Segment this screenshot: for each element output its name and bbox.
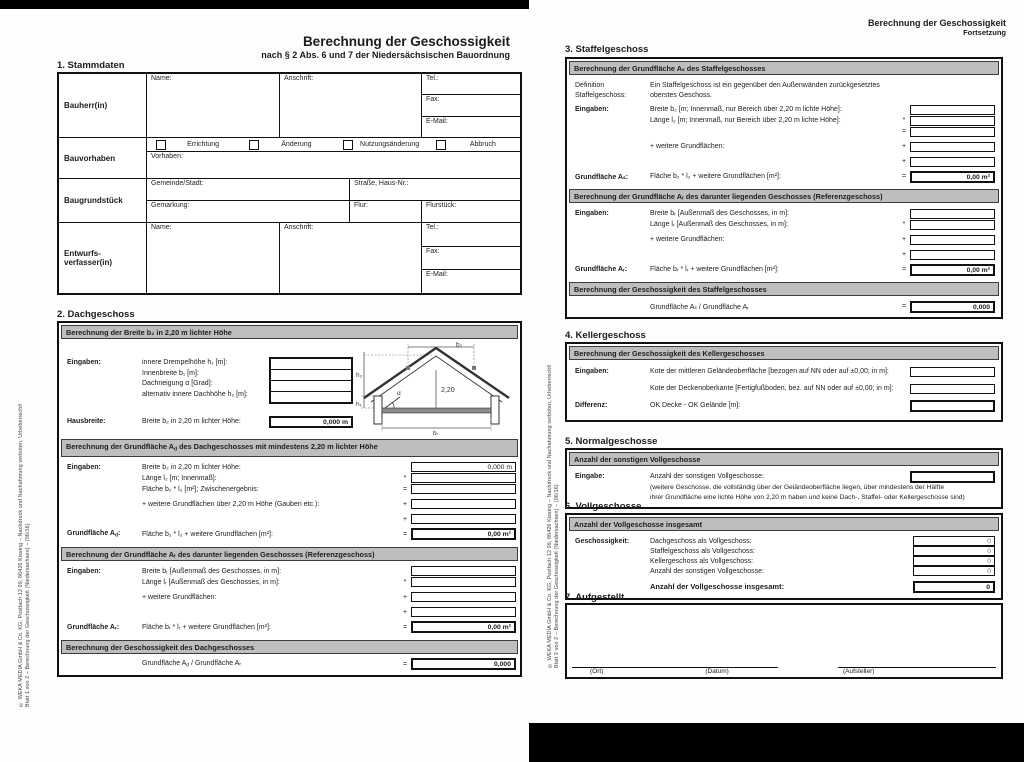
op-plus: + [402, 500, 408, 508]
ad-label-sub: d [114, 532, 119, 539]
calc-row [575, 115, 999, 126]
op-plus: + [402, 593, 408, 601]
bar-anzahl-vollgeschosse: Anzahl der Vollgeschosse insgesamt [569, 517, 999, 531]
field-weitere-1[interactable] [411, 592, 516, 602]
vollgeschosse-box [565, 513, 1003, 600]
page-2 [529, 0, 1024, 723]
dach-ar-rows [59, 563, 520, 638]
op-equals: = [901, 266, 907, 273]
row-desc: + weitere Grundflächen: [650, 236, 725, 243]
field-weitere-1[interactable] [411, 499, 516, 509]
bar-sonstige-vollgeschosse: Anzahl der sonstigen Vollgeschosse [569, 452, 999, 466]
page2-header [868, 18, 1006, 37]
note-row [575, 482, 999, 492]
geschossigkeit-label: Geschossigkeit: [575, 537, 630, 545]
bar-geschossigkeit-keller: Berechnung der Geschossigkeit des Kellergeschosses [569, 346, 999, 360]
section-4-heading: 4. Kellergeschoss [565, 330, 646, 341]
section-5-heading: 5. Normalgeschosse [565, 436, 658, 447]
baugrundstueck-column [147, 179, 520, 222]
entwurfsverfasser-label-line2: verfasser(in) [64, 258, 113, 267]
hausbreite-result-field[interactable]: 0,000 m [269, 416, 353, 428]
bar-ad-sub: d [173, 446, 178, 453]
result-vollgeschosse-total[interactable]: 0 [913, 581, 995, 593]
bauherr-email-field[interactable] [422, 117, 520, 137]
result-row [67, 529, 518, 540]
calc-row [575, 566, 999, 576]
field-weitere-2[interactable] [910, 250, 995, 260]
quotient-sub: d [186, 662, 190, 669]
aufsteller-label: (Aufsteller) [843, 668, 875, 675]
form-title: Berechnung der Geschossigkeit [302, 34, 510, 49]
quotient-pre: Grundfläche A [142, 659, 187, 667]
calc-row [575, 104, 999, 115]
row-desc: Fläche bᵣ * lᵣ + weitere Grundflächen [m²]: [650, 266, 779, 273]
hausbreite-row [67, 416, 516, 427]
eingaben-label: Eingaben: [67, 567, 101, 575]
bauherr-anschrift-field[interactable] [280, 74, 422, 137]
calc-row [67, 514, 518, 525]
bauherr-name-field[interactable] [147, 74, 280, 137]
dach-ad-rows [59, 459, 520, 545]
kellergeschoss-box [565, 342, 1003, 422]
row-entwurfsverfasser [59, 223, 520, 293]
grundflaeche-ad-label [67, 530, 142, 539]
title-block [57, 34, 510, 61]
staffel-as-rows [567, 77, 1001, 187]
row-desc: Anzahl der sonstigen Vollgeschosse: [650, 567, 765, 575]
row-desc: Breite b₂ in 2,20 m lichter Höhe: [142, 463, 241, 471]
row-desc: Kellergeschoss als Vollgeschoss: [650, 557, 754, 565]
row-desc: + weitere Grundflächen über 2,20 m Höhe (Gauben etc.): [142, 500, 320, 508]
row-desc: Fläche bᵣ * lᵣ + weitere Grundflächen [m²]: [142, 623, 271, 631]
checkbox-abbruch[interactable] [436, 140, 446, 150]
diagram-label-220: 2,20 [441, 387, 455, 394]
section-1-heading: 1. Stammdaten [57, 60, 125, 71]
dach-quotient-row [59, 656, 520, 675]
page2-title: Berechnung der Geschossigkeit [867, 18, 1006, 28]
result-grundflaeche-ad[interactable]: 0,00 m² [411, 528, 516, 540]
calc-row [67, 592, 518, 603]
row-desc: Breite bᵣ [Außenmaß des Geschosses, in m]: [142, 567, 282, 575]
bar-grundflaeche-ar: Berechnung der Grundfläche Aᵣ des darunter liegenden Geschosses (Referenzgeschoss) [569, 189, 999, 203]
aufgestellt-box [565, 603, 1003, 679]
copyright-line: © WEKA MEDIA GmbH & Co. KG, Postfach 12 09, 86426 Kissing – Nachdruck und Nachahmung verboten, Urheberrecht! [18, 403, 24, 707]
note-line-2: ihrer Grundfläche eine lichte Höhe von 2,20 m haben und keine Dach-, Staffel- oder Kellergeschosse sind) [650, 493, 965, 501]
bar-grundflaeche-ad [61, 439, 518, 457]
section-6-heading: 6. Vollgeschosse [565, 501, 642, 512]
diagram-label-h2: h₂ [356, 372, 363, 379]
hausbreite-label: Hausbreite: [67, 418, 106, 425]
quotient-desc: Grundfläche Aₛ / Grundfläche Aᵣ [650, 303, 749, 311]
diagram-label-h1: h₁ [356, 401, 362, 408]
flurstueck-label: Flurstück: [426, 202, 457, 209]
gemeinde-label: Gemeinde/Stadt: [151, 180, 204, 187]
datum-label: (Datum) [705, 668, 729, 675]
calc-row [575, 219, 999, 230]
row-desc: Länge lᵣ [Außenmaß des Geschosses, in m]: [650, 221, 788, 228]
gemarkung-field[interactable] [147, 201, 350, 222]
row-desc: OK Decke - OK Gelände [m]: [650, 402, 741, 409]
bar-ad-pre: Berechnung der Grundfläche A [66, 442, 174, 451]
signature-space[interactable] [572, 605, 996, 667]
calc-row [575, 556, 999, 566]
field-weitere-2[interactable] [411, 607, 516, 617]
entwurf-tel-field[interactable] [422, 223, 520, 247]
entwurfsverfasser-label [59, 223, 147, 293]
field-breite-b2[interactable] [910, 105, 995, 115]
calc-row [575, 249, 999, 260]
fax-label: Fax: [426, 96, 440, 104]
eingaben-label: Eingaben: [575, 368, 609, 375]
row-bauvorhaben [59, 138, 520, 179]
signature-labels-row [572, 668, 778, 675]
field-sonstige-vollgeschosse[interactable]: 0 [913, 566, 995, 576]
grundflaeche-as-label: Grundfläche Aₛ: [575, 173, 628, 181]
calc-row [67, 577, 518, 588]
diagram-label-alpha: α [397, 390, 401, 397]
section-3-heading: 3. Staffelgeschoss [565, 44, 649, 55]
op-equals: = [901, 303, 907, 310]
calc-row [575, 126, 999, 137]
calc-row [67, 484, 518, 495]
page2-margin-imprint [547, 308, 561, 668]
field-kote-gelaende[interactable] [910, 367, 995, 377]
signature-labels-row [838, 668, 996, 675]
dach-eingaben-area [59, 341, 520, 437]
result-geschossigkeit-dach[interactable]: 0,000 [411, 658, 516, 670]
definition-text-2: oberstes Geschoss. [650, 91, 712, 99]
result-row [575, 301, 999, 312]
result-row [67, 622, 518, 633]
row-desc: Länge l₂ [m; Innenmaß, nur Bereich über 2,20 m lichte Höhe]: [650, 117, 841, 124]
baugrundstueck-row-b [147, 201, 520, 222]
eingaben-label: Eingaben: [67, 359, 101, 366]
bauherr-contact-column [422, 74, 520, 137]
anschrift-label: Anschrift: [284, 75, 314, 82]
op-multiply: * [403, 578, 407, 586]
page1-margin-imprint [18, 347, 32, 707]
name-label: Name: [151, 224, 172, 231]
field-weitere-1[interactable] [910, 142, 995, 152]
sheet-info-line: Blatt 1 von 2 – Berechnung der Geschossigkeit (Niedersachsen) – (06/16) [25, 523, 31, 707]
section-7-heading: 7. Aufgestellt [565, 592, 625, 603]
op-equals: = [402, 660, 408, 668]
field-laenge-l2[interactable] [411, 473, 516, 483]
eingaben-label: Eingaben: [67, 463, 101, 471]
total-label: Anzahl der Vollgeschosse insgesamt: [650, 582, 785, 591]
staffelgeschoss-box [565, 57, 1003, 319]
note-line-1: (weitere Geschosse, die vollständig über der Geländeoberfläche liegen, über mindestens der Hälfte [650, 483, 945, 491]
stammdaten-table [57, 72, 522, 295]
definition-label-1: Definition [575, 81, 605, 89]
checkbox-group-nutzungsaenderung [334, 140, 427, 150]
ort-label: (Ort) [590, 668, 604, 675]
checkbox-group-aenderung [240, 140, 333, 150]
section-2-heading: 2. Dachgeschoss [57, 309, 135, 320]
definition-label-2: Staffelgeschoss: [575, 91, 627, 99]
op-plus: + [402, 608, 408, 616]
result-row [575, 171, 999, 182]
bauherr-tel-field[interactable] [422, 74, 520, 95]
bar-grundflaeche-as: Berechnung der Grundfläche Aₛ des Staffelgeschosses [569, 61, 999, 75]
input-label-innenbreite: Innenbreite b₁ [m]: [142, 369, 199, 377]
input-dachneigung-alpha[interactable] [271, 381, 351, 392]
row-desc: + weitere Grundflächen: [650, 143, 725, 150]
bauherr-label: Bauherr(in) [59, 74, 147, 137]
grundflaeche-ar-label: Grundfläche Aᵣ: [575, 266, 628, 273]
definition-row [575, 80, 999, 90]
definition-text-1: Ein Staffelgeschoss ist ein gegenüber den Außenwänden zurückgesetztes [650, 81, 880, 89]
calc-row [575, 234, 999, 245]
tel-label: Tel.: [426, 224, 439, 231]
calc-row [67, 462, 518, 473]
field-keller-vollgeschoss[interactable]: 0 [913, 556, 995, 566]
field-breite-br[interactable] [411, 566, 516, 576]
checkbox-errichtung[interactable] [156, 140, 166, 150]
calc-row [575, 471, 999, 482]
field-laenge-l2[interactable] [910, 116, 995, 126]
normalgeschosse-box [565, 448, 1003, 509]
checkbox-nutzungsaenderung[interactable] [343, 140, 353, 150]
definition-row [575, 90, 999, 100]
calc-row [575, 546, 999, 556]
row-desc: Länge lᵣ [Außenmaß des Geschosses, in m]: [142, 578, 280, 586]
bar-ad-post: des Dachgeschosses mit mindestens 2,20 m lichter Höhe [177, 442, 378, 451]
calc-row [575, 382, 999, 395]
row-desc: Fläche b₂ * l₂ + weitere Grundflächen [m²]: [650, 173, 781, 180]
row-desc: Breite bᵣ [Außenmaß des Geschosses, in m]: [650, 210, 790, 217]
vorhaben-label: Vorhaben: [151, 153, 183, 160]
checkbox-group-errichtung [147, 140, 240, 150]
signature-block-aufsteller [838, 667, 996, 675]
op-equals: = [901, 128, 907, 135]
checkbox-label-errichtung: Errichtung [187, 141, 220, 148]
op-equals: = [402, 623, 408, 631]
calc-row [575, 365, 999, 378]
bar-geschossigkeit-dach: Berechnung der Geschossigkeit des Dachgeschosses [61, 640, 518, 654]
row-desc: + weitere Grundflächen: [142, 593, 217, 601]
result-row [575, 264, 999, 275]
dachgeschoss-box [57, 321, 522, 677]
entwurf-fax-field[interactable] [422, 247, 520, 271]
aufgestellt-inner [567, 605, 1001, 677]
email-label: E-Mail: [426, 271, 448, 279]
result-grundflaeche-ar[interactable]: 0,00 m² [910, 264, 995, 276]
anschrift-label: Anschrift: [284, 224, 314, 231]
op-equals: = [402, 485, 408, 493]
field-weitere-1[interactable] [910, 235, 995, 245]
sheet-info-line: Blatt 2 von 2 – Berechnung der Geschossigkeit (Niedersachsen) – (06/16) [554, 484, 560, 668]
differenz-label: Differenz: [575, 402, 608, 409]
row-desc: Länge l₂ [m; Innenmaß]: [142, 474, 217, 482]
field-laenge-lr[interactable] [910, 220, 995, 230]
calc-row [67, 473, 518, 484]
input-innenbreite-b1[interactable] [271, 370, 351, 381]
calc-row [575, 141, 999, 152]
bar-geschossigkeit-staffel: Berechnung der Geschossigkeit des Staffelgeschosses [569, 282, 999, 296]
bauherr-fax-field[interactable] [422, 95, 520, 116]
input-drempelhoehe-h1[interactable] [271, 359, 351, 370]
bar-grundflaeche-ar: Berechnung der Grundfläche Aᵣ des darunter liegenden Geschosses (Referenzgeschoss) [61, 547, 518, 561]
eingaben-label: Eingaben: [575, 210, 609, 217]
entwurf-name-field[interactable] [147, 223, 280, 293]
calc-row [67, 499, 518, 510]
copyright-line: © WEKA MEDIA GmbH & Co. KG, Postfach 12 09, 86426 Kissing – Nachdruck und Nachahmung verboten, Urheberrecht! [547, 364, 553, 668]
field-zwischenergebnis[interactable] [910, 127, 995, 137]
calc-row [575, 156, 999, 167]
diagram-label-b1: b₁ [433, 430, 439, 435]
entwurfsverfasser-label-line1: Entwurfs- [64, 249, 101, 258]
row-desc: Kote der mittleren Geländeoberfläche [bezogen auf NN oder auf ±0,00; in m]: [650, 368, 889, 375]
vorhaben-field[interactable] [147, 152, 520, 178]
flur-field[interactable] [350, 201, 422, 222]
checkbox-label-abbruch: Abbruch [469, 141, 496, 148]
form-subtitle: nach § 2 Abs. 6 und 7 der Niedersächsischen Bauordnung [261, 50, 510, 60]
row-desc: Dachgeschoss als Vollgeschoss: [650, 537, 752, 545]
ad-label-pre: Grundfläche A [67, 529, 115, 537]
op-equals: = [402, 530, 408, 538]
field-weitere-2[interactable] [910, 157, 995, 167]
op-plus: + [901, 143, 907, 150]
field-kote-decke[interactable] [910, 384, 995, 394]
dach-input-labels [142, 359, 248, 401]
vorhaben-checkbox-row [147, 138, 520, 152]
page-1 [0, 9, 529, 762]
calc-row [575, 208, 999, 219]
baugrundstueck-row-a [147, 179, 520, 201]
op-plus: + [901, 236, 907, 243]
calc-row [67, 607, 518, 618]
result-grundflaeche-as[interactable]: 0,00 m² [910, 171, 995, 183]
row-desc: Fläche b₂ * l₂ [m²]; Zwischenergebnis: [142, 485, 259, 493]
row-desc: Anzahl der sonstigen Vollgeschosse: [650, 473, 765, 480]
tel-label: Tel.: [426, 75, 439, 82]
calc-row [575, 536, 999, 546]
voll-rows [567, 533, 1001, 598]
fax-label: Fax: [426, 247, 440, 255]
dach-input-stack [269, 357, 353, 404]
flurstueck-field[interactable] [422, 201, 520, 222]
op-multiply: * [902, 117, 906, 124]
checkbox-aenderung[interactable] [249, 140, 259, 150]
result-geschossigkeit-staffel[interactable]: 0,000 [910, 301, 995, 313]
flur-label: Flur: [354, 202, 368, 209]
entwurf-contact-column [422, 223, 520, 293]
gemarkung-label: Gemarkung: [151, 202, 190, 209]
op-multiply: * [902, 221, 906, 228]
input-dachhoehe-h2[interactable] [271, 392, 351, 402]
calc-row [67, 566, 518, 577]
baugrundstueck-label: Baugrundstück [59, 179, 147, 222]
field-breite-b2[interactable]: 0,000 m [411, 462, 516, 472]
strasse-label: Straße, Haus-Nr.: [354, 180, 409, 187]
result-differenz[interactable] [910, 400, 995, 412]
email-label: E-Mail: [426, 117, 448, 125]
signature-gap [778, 667, 838, 675]
ad-label-post: : [118, 529, 121, 537]
input-label-dachneigung: Dachneigung α [Grad]: [142, 380, 213, 387]
input-label-drempelhoehe: innere Drempelhöhe h₁ [m]: [142, 359, 228, 366]
row-desc: Fläche b₂ * l₂ + weitere Grundflächen [m²]: [142, 530, 273, 538]
eingabe-label: Eingabe: [575, 473, 605, 480]
result-grundflaeche-ar[interactable]: 0,00 m² [411, 621, 516, 633]
row-bauherr [59, 74, 520, 138]
hausbreite-desc: Breite b₂ in 2,20 m lichter Höhe: [142, 418, 241, 425]
field-dach-vollgeschoss[interactable]: 0 [913, 536, 995, 546]
keller-rows [567, 362, 1001, 417]
field-breite-br[interactable] [910, 209, 995, 219]
row-desc: Breite b₂ [m; Innenmaß, nur Bereich über 2,20 m lichte Höhe]: [650, 106, 842, 113]
input-label-dachhoehe: alternativ innere Dachhöhe h₂ [m]: [142, 390, 248, 398]
field-anzahl-sonstige[interactable] [910, 471, 995, 483]
name-label: Name: [151, 75, 172, 82]
bar-breite-b2: Berechnung der Breite b₂ in 2,20 m lichter Höhe [61, 325, 518, 339]
op-equals: = [901, 173, 907, 180]
row-desc: Kote der Deckenoberkante [Fertigfußboden, bez. auf NN oder auf ±0,00; in m]: [650, 385, 894, 392]
staffel-ar-rows [567, 205, 1001, 280]
signature-lines-row [572, 667, 996, 675]
page2-subtitle: Fortsetzung [963, 28, 1006, 37]
field-zwischenergebnis[interactable] [411, 484, 516, 494]
gemeinde-field[interactable] [147, 179, 350, 200]
signature-block-ort-datum [572, 667, 778, 675]
entwurf-anschrift-field[interactable] [280, 223, 422, 293]
checkbox-label-aenderung: Änderung [281, 141, 312, 148]
field-laenge-lr[interactable] [411, 577, 516, 587]
op-multiply: * [403, 474, 407, 482]
grundflaeche-ar-label: Grundfläche Aᵣ: [67, 623, 120, 631]
op-plus: + [402, 515, 408, 523]
staffel-quotient-row [567, 298, 1001, 317]
diagram-label-b2: b₂ [456, 342, 463, 349]
row-desc: Staffelgeschoss als Vollgeschoss: [650, 547, 755, 555]
quotient-desc [142, 660, 399, 669]
checkbox-group-abbruch [427, 140, 520, 150]
bauvorhaben-column [147, 138, 520, 178]
entwurf-email-field[interactable] [422, 270, 520, 293]
result-row [67, 659, 518, 670]
checkbox-label-nutzungsaenderung: Nutzungsänderung [360, 141, 420, 148]
row-baugrundstueck [59, 179, 520, 223]
field-weitere-2[interactable] [411, 514, 516, 524]
quotient-post: / Grundfläche Aᵣ [189, 659, 242, 667]
result-row [575, 580, 999, 593]
op-plus: + [901, 158, 907, 165]
bauvorhaben-label: Bauvorhaben [59, 138, 147, 178]
eingaben-label: Eingaben: [575, 106, 609, 113]
result-row [575, 399, 999, 412]
field-staffel-vollgeschoss[interactable]: 0 [913, 546, 995, 556]
op-plus: + [901, 251, 907, 258]
strasse-field[interactable] [350, 179, 520, 200]
